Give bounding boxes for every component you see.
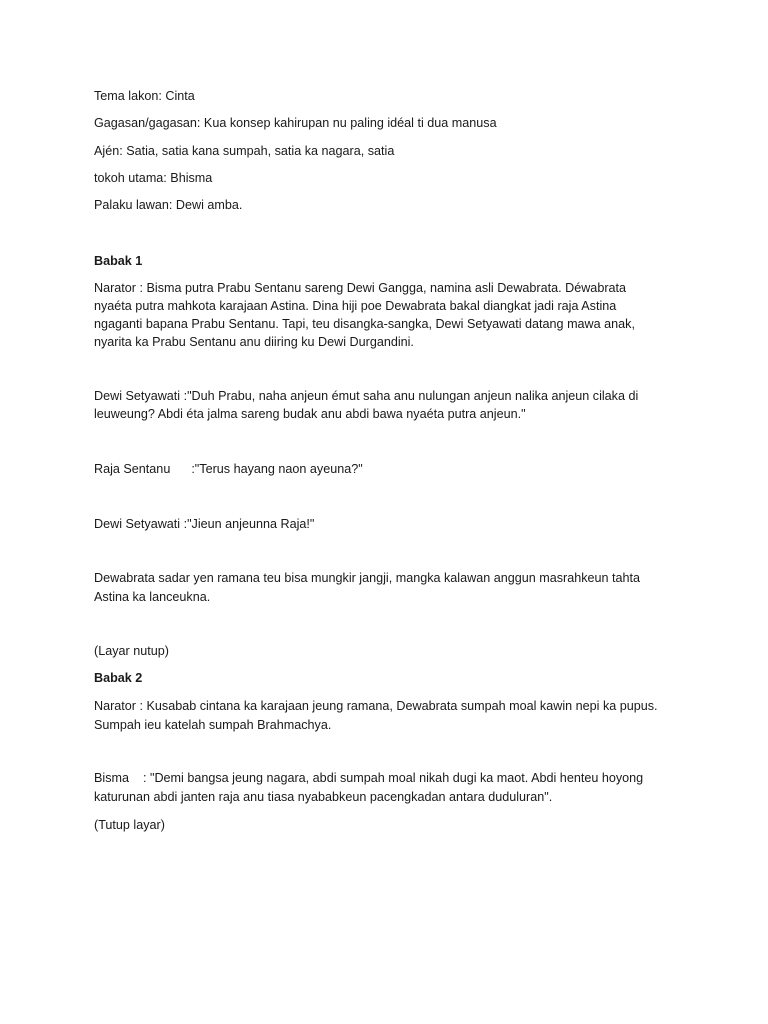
dialog-setyawati-line: Dewi Setyawati :"Duh Prabu, naha anjeun émut saha anu nulungan anjeun nalika anjeun cilaka di [94,389,639,403]
tema-lakon: Tema lakon: Cinta [94,89,195,103]
dialog-raja-sentanu: Raja Sentanu :"Terus hayang naon ayeuna?" [94,462,363,476]
babak1-closing: (Layar nutup) [94,644,169,658]
babak1-narator-line: nyaéta putra mahkota karajaan Astina. Dina hiji poe Dewabrata bakal diangkat jadi raja Astina [94,299,617,313]
dialog-bisma-line: Bisma : "Demi bangsa jeung nagara, abdi sumpah moal nikah dugi ka maot. Abdi henteu hoyong [94,771,644,785]
tokoh-utama: tokoh utama: Bhisma [94,171,213,185]
dialog-bisma-line: katurunan abdi janten raja anu tiasa nyababkeun pacengkadan antara duduluran". [94,790,553,804]
babak2-closing: (Tutup layar) [94,818,165,832]
narasi-line: Astina ka lanceukna. [94,590,211,604]
babak1-narator-line: Narator : Bisma putra Prabu Sentanu sareng Dewi Gangga, namina asli Dewabrata. Déwabrata [94,281,627,295]
babak2-narator-line: Sumpah ieu katelah sumpah Brahmachya. [94,718,332,732]
babak2-narator-line: Narator : Kusabab cintana ka karajaan jeung ramana, Dewabrata sumpah moal kawin nepi ka pupus. [94,699,658,713]
babak1-narator-line: nyarita ka Prabu Sentanu anu diiring ku Dewi Durgandini. [94,335,414,349]
palaku-lawan: Palaku lawan: Dewi amba. [94,198,243,212]
babak1-heading: Babak 1 [94,254,143,268]
narasi-line: Dewabrata sadar yen ramana teu bisa mungkir jangji, mangka kalawan anggun masrahkeun tahta [94,571,641,585]
dialog-setyawati-2: Dewi Setyawati :"Jieun anjeunna Raja!" [94,517,315,531]
dialog-setyawati-line: leuweung? Abdi éta jalma sareng budak anu abdi bawa nyaéta putra anjeun." [94,407,526,421]
ajen: Ajén: Satia, satia kana sumpah, satia ka nagara, satia [94,144,395,158]
babak1-narator-line: ngaganti bapana Prabu Sentanu. Tapi, teu disangka-sangka, Dewi Setyawati datang mawa anak, [94,317,635,331]
gagasan: Gagasan/gagasan: Kua konsep kahirupan nu paling idéal ti dua manusa [94,116,497,130]
babak2-heading: Babak 2 [94,671,143,685]
